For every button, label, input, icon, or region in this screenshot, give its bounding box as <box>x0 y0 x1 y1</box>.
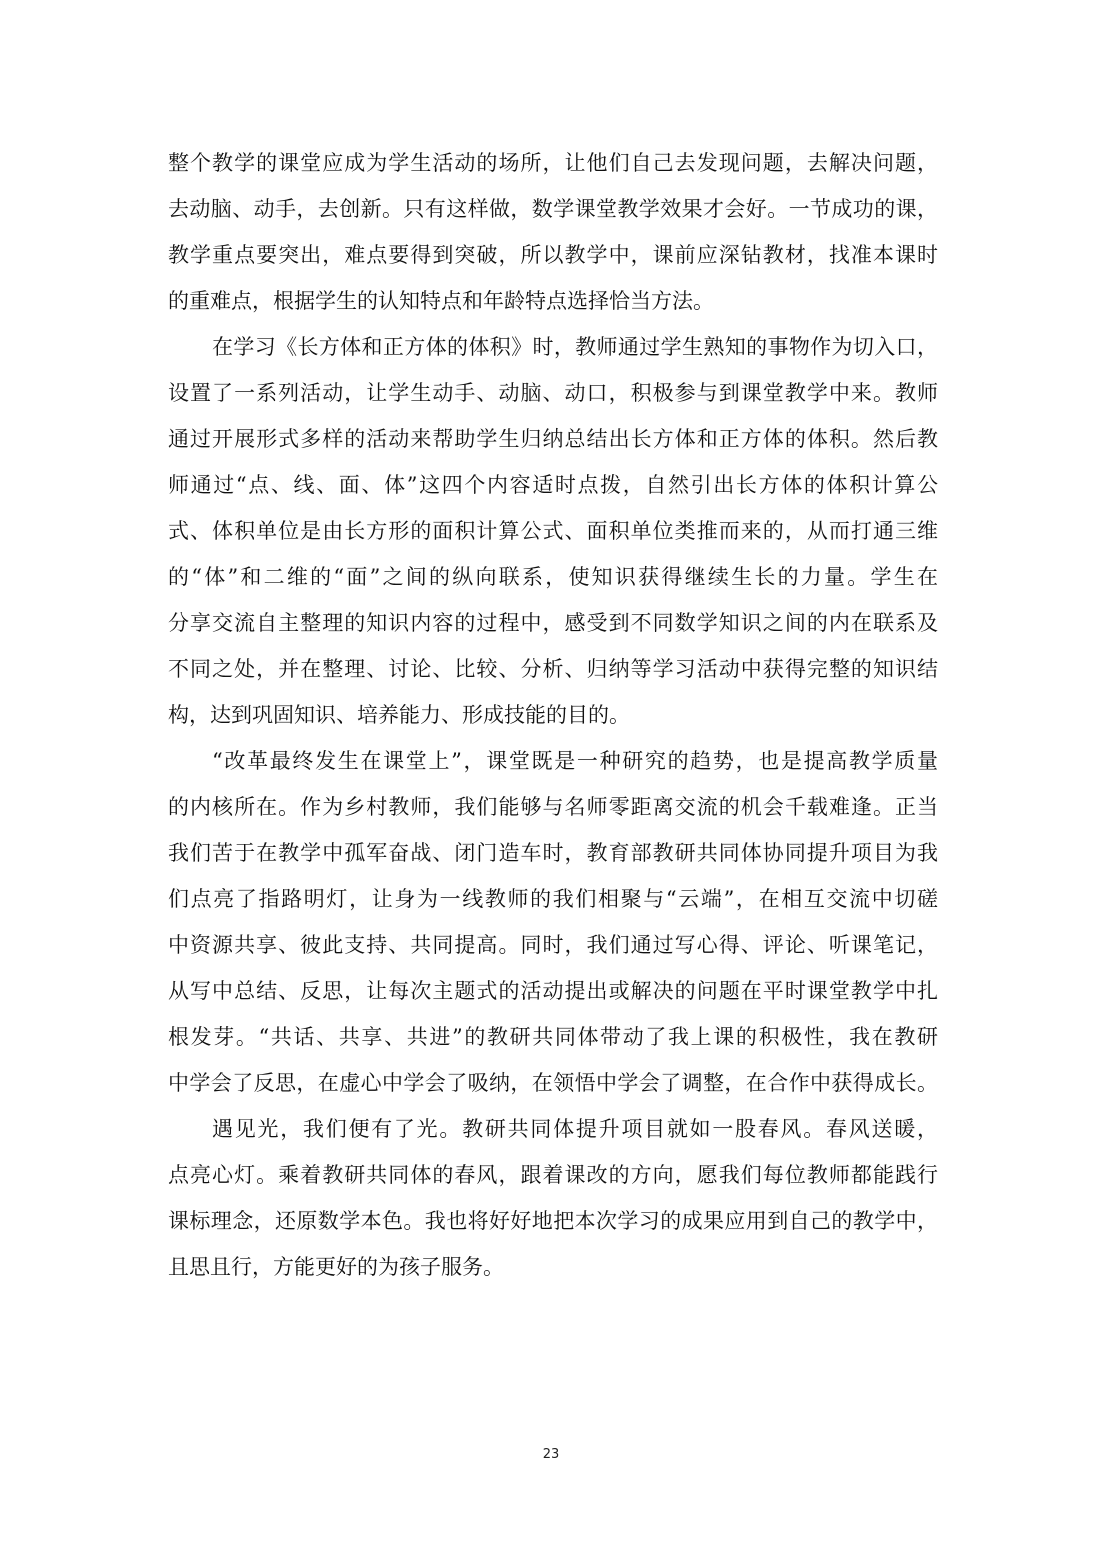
text-line: 从写中总结、反思，让每次主题式的活动提出或解决的问题在平时课堂教学中扎 <box>168 979 938 1003</box>
text-line: 的“体”和二维的“面”之间的纵向联系，使知识获得继续生长的力量。学生在 <box>168 565 938 589</box>
text-line: 中学会了反思，在虚心中学会了吸纳，在领悟中学会了调整，在合作中获得成长。 <box>168 1071 938 1095</box>
text-line: 师通过“点、线、面、体”这四个内容适时点拨，自然引出长方体的体积计算公 <box>168 473 938 497</box>
paragraph-first-line: “改革最终发生在课堂上”，课堂既是一种研究的趋势，也是提高教学质量 <box>212 749 938 773</box>
text-line: 课标理念，还原数学本色。我也将好好地把本次学习的成果应用到自己的教学中， <box>168 1209 938 1233</box>
text-line: 点亮心灯。乘着教研共同体的春风，跟着课改的方向，愿我们每位教师都能践行 <box>168 1163 938 1187</box>
text-line: 根发芽。“共话、共享、共进”的教研共同体带动了我上课的积极性，我在教研 <box>168 1025 938 1049</box>
paragraph-first-line: 在学习《长方体和正方体的体积》时，教师通过学生熟知的事物作为切入口， <box>212 335 938 359</box>
text-line: 去动脑、动手，去创新。只有这样做，数学课堂教学效果才会好。一节成功的课， <box>168 197 938 221</box>
text-line: 分享交流自主整理的知识内容的过程中，感受到不同数学知识之间的内在联系及 <box>168 611 938 635</box>
text-line: 不同之处，并在整理、讨论、比较、分析、归纳等学习活动中获得完整的知识结 <box>168 657 938 681</box>
text-line: 们点亮了指路明灯，让身为一线教师的我们相聚与“云端”，在相互交流中切磋 <box>168 887 938 911</box>
paragraph-first-line: 遇见光，我们便有了光。教研共同体提升项目就如一股春风。春风送暖， <box>212 1117 938 1141</box>
text-line: 的内核所在。作为乡村教师，我们能够与名师零距离交流的机会千载难逢。正当 <box>168 795 938 819</box>
body-text <box>168 140 938 1290</box>
text-line: 的重难点，根据学生的认知特点和年龄特点选择恰当方法。 <box>168 289 714 313</box>
text-line: 通过开展形式多样的活动来帮助学生归纳总结出长方体和正方体的体积。然后教 <box>168 427 938 451</box>
page-number: 23 <box>542 1447 560 1462</box>
text-line: 设置了一系列活动，让学生动手、动脑、动口，积极参与到课堂教学中来。教师 <box>168 381 938 405</box>
text-line: 我们苦于在教学中孤军奋战、闭门造车时，教育部教研共同体协同提升项目为我 <box>168 841 938 865</box>
text-line: 教学重点要突出，难点要得到突破，所以教学中，课前应深钻教材，找准本课时 <box>168 243 938 267</box>
text-line: 式、体积单位是由长方形的面积计算公式、面积单位类推而来的，从而打通三维 <box>168 519 938 543</box>
text-line: 中资源共享、彼此支持、共同提高。同时，我们通过写心得、评论、听课笔记， <box>168 933 938 957</box>
text-line: 构，达到巩固知识、培养能力、形成技能的目的。 <box>168 703 630 727</box>
text-line: 整个教学的课堂应成为学生活动的场所，让他们自己去发现问题，去解决问题， <box>168 151 938 175</box>
text-line: 且思且行，方能更好的为孩子服务。 <box>168 1255 504 1279</box>
